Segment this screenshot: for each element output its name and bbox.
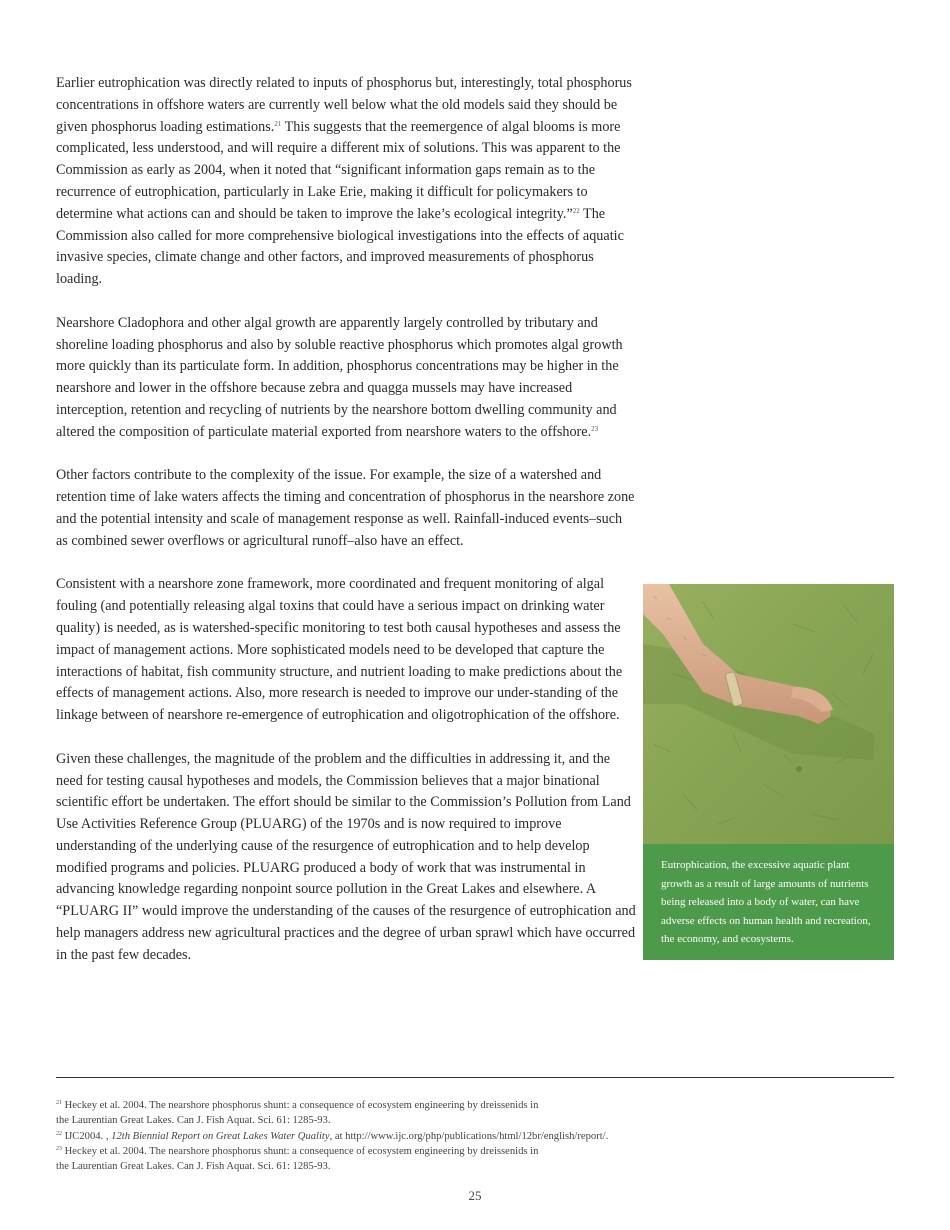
footnote-ref-22: 22 (572, 206, 580, 215)
footnote-divider (56, 1077, 894, 1078)
paragraph-3-text: Other factors contribute to the complexity of the issue. For example, the size of a watershed and retention time of lake waters affects the timing and concentration of phosphorus in the nearshore zone and the potential intensity and scale of management response as well. Rainfall-induced events–such as combined sewer overflows or agricultural runoff–also have an effect. (56, 467, 635, 549)
footnote-text: Heckey et al. 2004. The nearshore phosphorus shunt: a consequence of ecosystem engineering by dreissenids in (64, 1100, 539, 1111)
footnote-21 (56, 1098, 894, 1129)
paragraph-1-text-a: Earlier eutrophication was directly related to inputs of phosphorus but, interestingly, total phosphorus concentrations in offshore waters are currently well below what the old models said they should be given phosphorus loading estimations. (56, 75, 632, 135)
paragraph-2 (56, 313, 636, 444)
paragraph-5 (56, 749, 636, 967)
page-number: 25 (468, 1188, 482, 1203)
algae-water-photo (643, 584, 894, 844)
footnote-url-text: , at http://www.ijc.org/php/publications/html/12br/english/report/. (329, 1130, 609, 1142)
paragraph-4 (56, 574, 636, 727)
footnote-text: IJC2004. , (64, 1130, 112, 1142)
footnotes (56, 1098, 894, 1174)
paragraph-4-text: Consistent with a nearshore zone framework, more coordinated and frequent monitoring of algal fouling (and potentially releasing algal toxins that could have a serious impact on drinking water quality) is needed, as is watershed-specific monitoring to test both causal hypotheses and assess the impact of management actions. More sophisticated models need to be developed that capture the interactions of habitat, fish community structure, and nutrient loading to make predictions about the effects of management actions. Also, more research is needed to improve our under-standing of the linkage between of nearshore re-emergence of eutrophication and oligotrophication of the offshore. (56, 576, 623, 724)
figure-caption: Eutrophication, the excessive aquatic plant growth as a result of large amounts of nutrients being released into a body of water, can have adverse effects on human health and recreation, the economy, and ecosystems. (643, 844, 894, 960)
footnote-number: 22 (56, 1130, 62, 1137)
footnote-number: 21 (56, 1100, 62, 1106)
footnote-text: the Laurentian Great Lakes. Can J. Fish Aquat. Sci. 61: 1285-93. (56, 1115, 331, 1127)
footnote-text: Heckey et al. 2004. The nearshore phosphorus shunt: a consequence of ecosystem engineering by dreissenids in (64, 1145, 539, 1157)
footnote-report-title: 12th Biennial Report on Great Lakes Water Quality (111, 1130, 330, 1142)
paragraph-3 (56, 465, 636, 552)
debris-dot (796, 766, 802, 772)
eutrophication-figure (643, 584, 894, 960)
paragraph-1-text-b: This suggests that the reemergence of algal blooms is more complicated, less understood, and will require a different mix of solutions. This was apparent to the Commission as early as 2004, when it noted that “significant information gaps remain as to the recurrence of eutrophication, particularly in Lake Erie, making it difficult for policymakers to determine what actions can and should be taken to improve the lake’s ecological integrity.” (56, 118, 621, 222)
paragraph-2-text: Nearshore Cladophora and other algal growth are apparently largely controlled by tributary and shoreline loading phosphorus and also by soluble reactive phosphorus which promotes algal growth more quickly than its particulate form. In addition, phosphorus concentrations may be higher in the nearshore and lower in the offshore because zebra and quagga mussels may have increased interception, retention and recycling of nutrients by the nearshore bottom dwelling community and altered the composition of particulate material exported from nearshore waters to the offshore. (56, 314, 623, 440)
main-text-column (56, 73, 636, 988)
footnote-22 (56, 1129, 894, 1144)
footnote-23 (56, 1144, 894, 1175)
paragraph-1 (56, 73, 636, 291)
footnote-number: 23 (56, 1145, 62, 1152)
footnote-ref-23: 23 (591, 424, 599, 433)
footnote-ref-21: 21 (274, 119, 282, 128)
paragraph-5-text: Given these challenges, the magnitude of the problem and the difficulties in addressing it, and the need for testing causal hypotheses and models, the Commission believes that a major binational scientific effort be undertaken. The effort should be similar to the Commission’s Pollution from Land Use Activities Reference Group (PLUARG) of the 1970s and is now required to improve understanding of the underlying cause of the resurgence of eutrophication and to help develop modified programs and policies. PLUARG produced a body of work that was instrumental in advancing knowledge regarding nonpoint source pollution in the Great Lakes and elsewhere. A “PLUARG II” would improve the understanding of the causes of the resurgence of eutrophication and help managers address new agricultural practices and the degree of urban sprawl which have occurred in the past few decades. (56, 750, 636, 963)
footnote-text: the Laurentian Great Lakes. Can J. Fish Aquat. Sci. 61: 1285-93. (56, 1161, 331, 1173)
paragraph-1-text-c: The Commission also called for more comprehensive biological investigations into the effects of aquatic invasive species, climate change and other factors, and improved measurements of phosphorus loading. (56, 205, 624, 288)
